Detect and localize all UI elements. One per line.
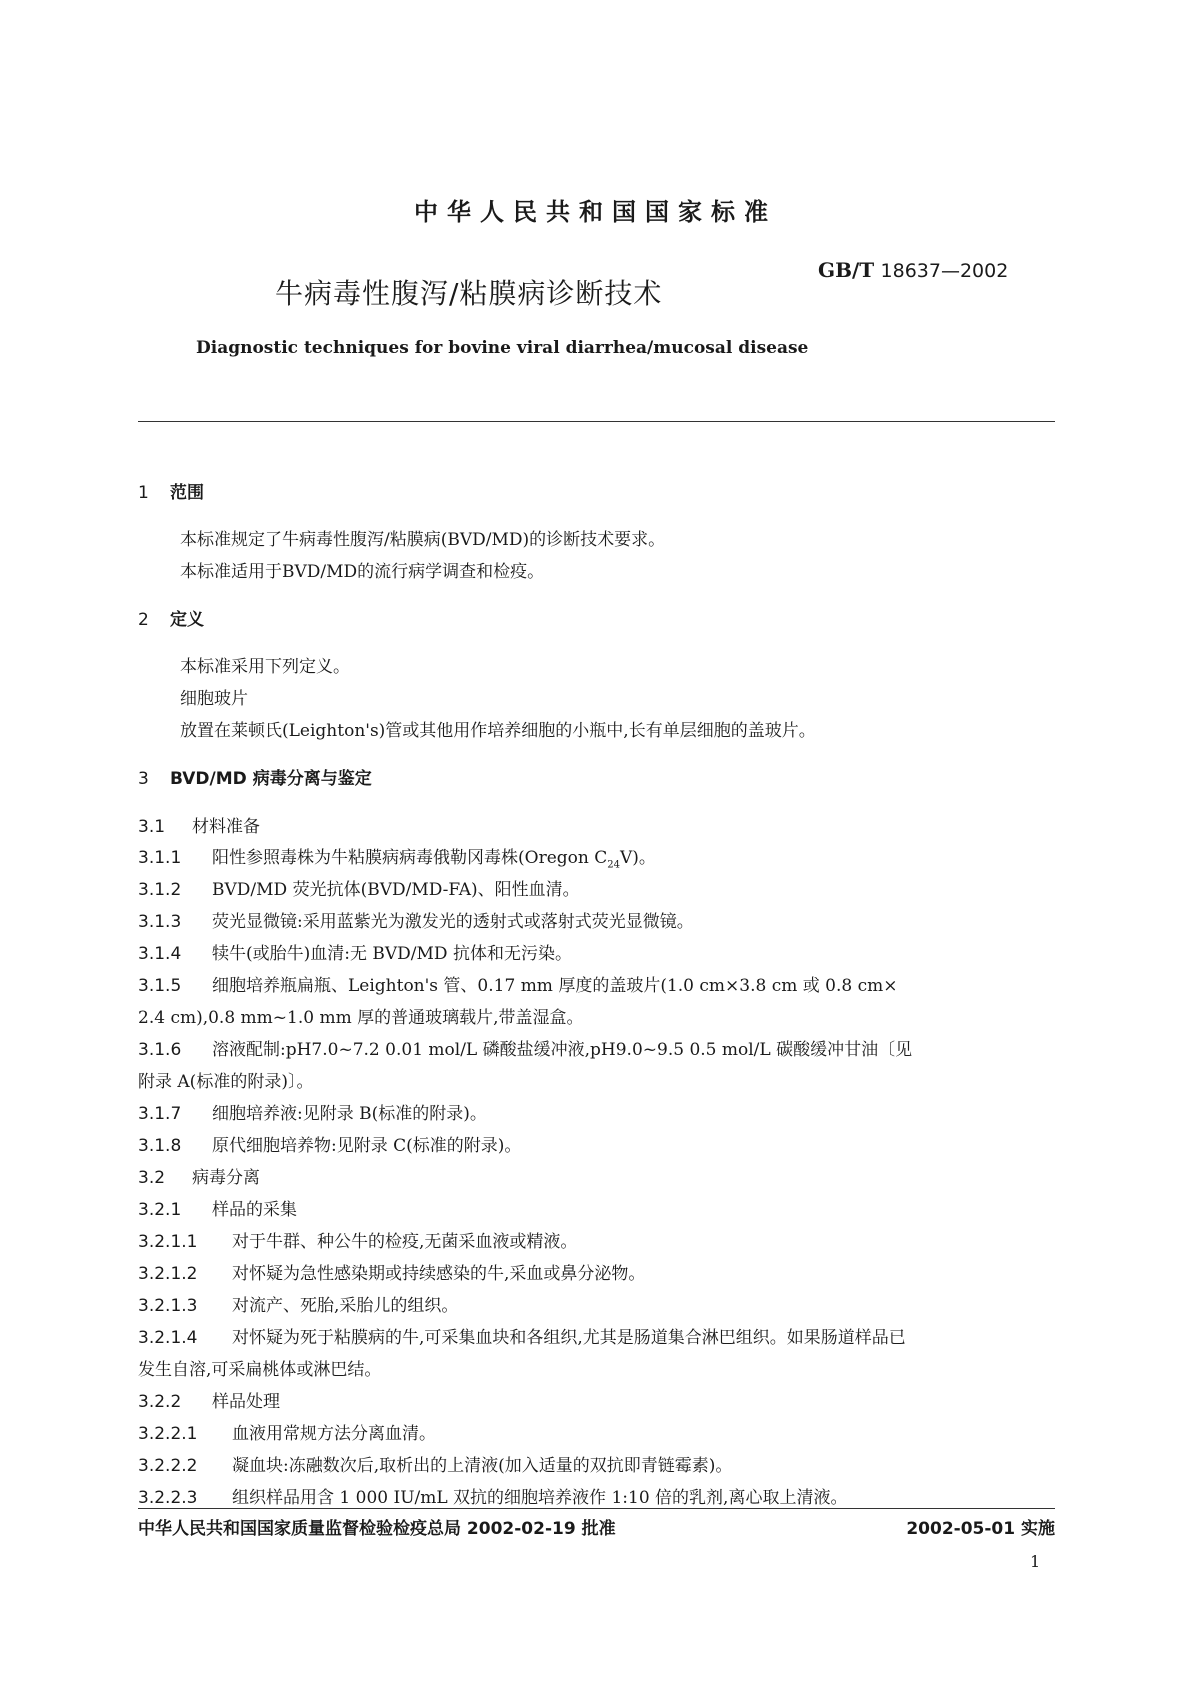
clause-number: 3.2.1.1	[138, 1232, 198, 1252]
clause-number: 3.2	[138, 1168, 166, 1188]
clause-number: 3.1.4	[138, 944, 182, 964]
clause-text: 对于牛群、种公牛的检疫,无菌采血液或精液。	[232, 1232, 578, 1252]
clause-number: 3.2.1	[138, 1200, 182, 1220]
clause-3-2-1-2	[138, 1259, 645, 1284]
clause-number: 3.1.1	[138, 848, 182, 868]
clause-text: 溶液配制:pH7.0~7.2 0.01 mol/L 磷酸盐缓冲液,pH9.0~9.5 0.5 mol/L 碳酸缓冲甘油〔见	[212, 1040, 913, 1060]
clause-3-2-2-1	[138, 1419, 436, 1444]
clause-3-1-3	[138, 907, 694, 932]
clause-3-1-6	[138, 1035, 912, 1060]
footer-divider	[138, 1508, 1055, 1509]
clause-text: 原代细胞培养物:见附录 C(标准的附录)。	[212, 1136, 522, 1156]
page-number: 1	[1030, 1552, 1041, 1571]
clause-number: 3.1.3	[138, 912, 182, 932]
clause-number: 3.1	[138, 817, 166, 837]
definition: 放置在莱顿氏(Leighton's)管或其他用作培养细胞的小瓶中,长有单层细胞的盖玻片。	[180, 721, 816, 741]
paragraph: 本标准适用于BVD/MD的流行病学调查和检疫。	[180, 562, 545, 582]
clause-text: 凝血块:冻融数次后,取析出的上清液(加入适量的双抗即青链霉素)。	[232, 1456, 733, 1476]
clause-text: 细胞培养瓶扁瓶、Leighton's 管、0.17 mm 厚度的盖玻片(1.0 cm×3.8 cm 或 0.8 cm×	[212, 976, 898, 996]
clause-3-1-7	[138, 1099, 487, 1124]
term: 细胞玻片	[180, 689, 248, 709]
section-number: 2	[138, 610, 149, 630]
clause-3-2	[138, 1163, 260, 1188]
clause-3-2-2-2	[138, 1451, 732, 1476]
paragraph: 本标准采用下列定义。	[180, 657, 350, 677]
clause-number: 3.2.2	[138, 1392, 182, 1412]
clause-number: 3.2.2.1	[138, 1424, 198, 1444]
section-title: 范围	[170, 483, 204, 503]
clause-text: 对怀疑为急性感染期或持续感染的牛,采血或鼻分泌物。	[232, 1264, 646, 1284]
clause-3-2-1	[138, 1195, 297, 1220]
section-3-heading	[138, 764, 372, 789]
clause-number: 3.2.2.2	[138, 1456, 198, 1476]
effective-date: 2002-05-01 实施	[906, 1519, 1055, 1539]
clause-text: 样品的采集	[212, 1200, 297, 1220]
clause-number: 3.2.1.3	[138, 1296, 198, 1316]
clause-3-2-2	[138, 1387, 280, 1412]
clause-text: 犊牛(或胎牛)血清:无 BVD/MD 抗体和无污染。	[212, 944, 572, 964]
clause-text: 细胞培养液:见附录 B(标准的附录)。	[212, 1104, 487, 1124]
section-number: 3	[138, 769, 149, 789]
clause-3-1-6-cont: 附录 A(标准的附录)〕。	[138, 1072, 314, 1092]
clause-3-1-1	[138, 843, 656, 870]
clause-number: 3.1.5	[138, 976, 182, 996]
clause-3-2-1-1	[138, 1227, 577, 1252]
standard-code-prefix: GB/T	[818, 258, 875, 282]
section-title: BVD/MD 病毒分离与鉴定	[170, 769, 372, 789]
clause-text: 病毒分离	[192, 1168, 260, 1188]
clause-3-2-1-4	[138, 1323, 906, 1348]
clause-number: 3.1.2	[138, 880, 182, 900]
clause-number: 3.2.1.4	[138, 1328, 198, 1348]
clause-text-end: V)。	[619, 848, 656, 868]
header-divider	[138, 421, 1055, 422]
clause-3-2-1-4-cont: 发生自溶,可采扁桃体或淋巴结。	[138, 1360, 382, 1380]
section-2-heading	[138, 605, 204, 630]
clause-text: 对流产、死胎,采胎儿的组织。	[232, 1296, 459, 1316]
clause-3-2-1-3	[138, 1291, 458, 1316]
standard-code-number: 18637—2002	[880, 260, 1009, 282]
section-number: 1	[138, 483, 149, 503]
clause-3-1-4	[138, 939, 572, 964]
clause-text: 血液用常规方法分离血清。	[232, 1424, 436, 1444]
clause-3-1-5-cont: 2.4 cm),0.8 mm~1.0 mm 厚的普通玻璃载片,带盖湿盒。	[138, 1008, 584, 1028]
clause-3-2-2-3	[138, 1483, 847, 1508]
clause-number: 3.1.7	[138, 1104, 182, 1124]
clause-number: 3.2.2.3	[138, 1488, 198, 1508]
clause-number: 3.1.8	[138, 1136, 182, 1156]
clause-3-1-8	[138, 1131, 521, 1156]
clause-3-1-5	[138, 971, 898, 996]
clause-3-1	[138, 812, 260, 837]
clause-text: 样品处理	[212, 1392, 280, 1412]
section-title: 定义	[170, 610, 204, 630]
clause-text: BVD/MD 荧光抗体(BVD/MD-FA)、阳性血清。	[212, 880, 580, 900]
section-1-heading	[138, 478, 204, 503]
clause-text: 对怀疑为死于粘膜病的牛,可采集血块和各组织,尤其是肠道集合淋巴组织。如果肠道样品已	[232, 1328, 906, 1348]
title-en: Diagnostic techniques for bovine viral diarrhea/mucosal disease	[196, 338, 809, 358]
clause-text: 材料准备	[192, 817, 260, 837]
title-zh: 牛病毒性腹泻/粘膜病诊断技术	[275, 277, 663, 310]
clause-3-1-2	[138, 875, 580, 900]
standard-title: 中华人民共和国国家标准	[414, 198, 777, 226]
clause-text: 组织样品用含 1 000 IU/mL 双抗的细胞培养液作 1:10 倍的乳剂,离心取上清液。	[232, 1488, 848, 1508]
paragraph: 本标准规定了牛病毒性腹泻/粘膜病(BVD/MD)的诊断技术要求。	[180, 530, 666, 550]
standard-code	[818, 258, 1008, 282]
approval-line: 中华人民共和国国家质量监督检验检疫总局 2002-02-19 批准	[138, 1519, 616, 1539]
clause-number: 3.2.1.2	[138, 1264, 198, 1284]
clause-text: 荧光显微镜:采用蓝紫光为激发光的透射式或落射式荧光显微镜。	[212, 912, 694, 932]
clause-number: 3.1.6	[138, 1040, 182, 1060]
clause-text: 阳性参照毒株为牛粘膜病病毒俄勒冈毒株(Oregon C	[212, 848, 608, 868]
subscript: 24	[607, 859, 620, 871]
